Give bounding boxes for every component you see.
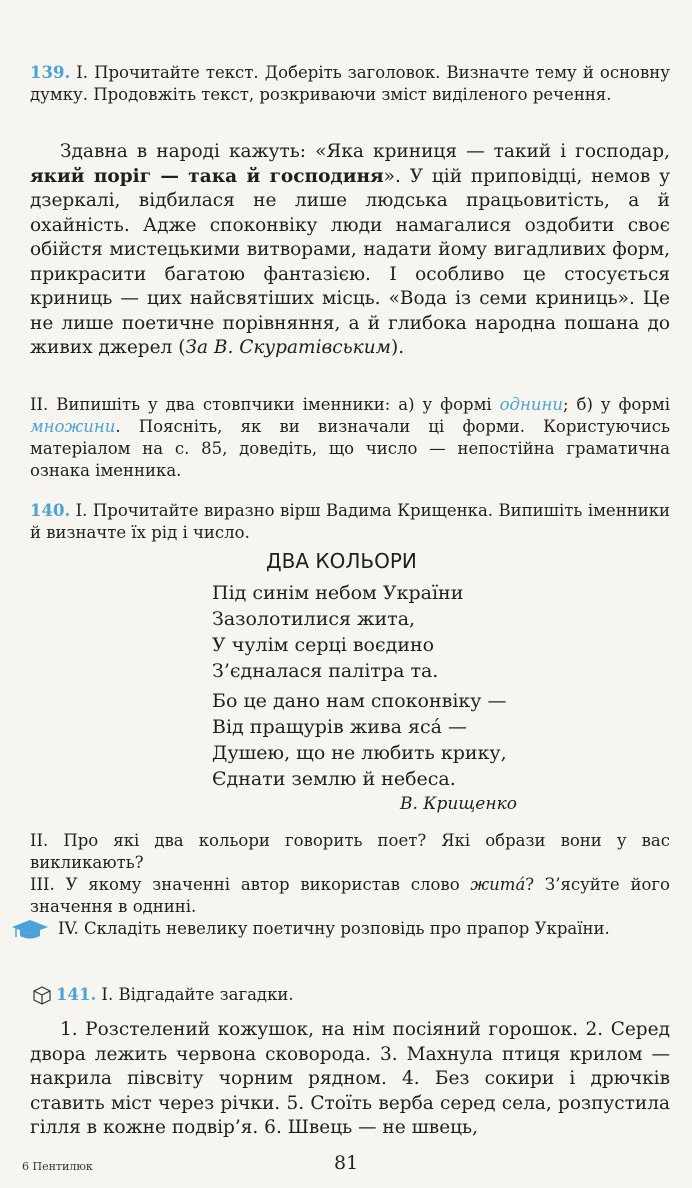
highlighted-sentence: який поріг — така й господиня [30,165,384,187]
exercise-139-text: Здавна в народі кажуть: «Яка криниця — такий і господар, який поріг — така й господиня». У цій приповідці, немов у дзеркалі, відбилася не лише людська працьовитість, а й охайність. Адже споконвіку люди намагалися оздобити своє обійстя мистецькими витворами, надати йому вигадливих форм, прикрасити багатою фантазією. І особливо це стосується криниць — цих найсвятіших місць. «Вода із семи криниць». Це не лише поетичне порівняння, а й глибока народна пошана до живих джерел (За В. Скуратівським). [30,141,670,358]
exercise-number: 141. [56,985,97,1004]
cube-icon [32,985,52,1005]
poem-title: ДВА КОЛЬОРИ [266,549,417,573]
poem-line: Зазолотилися жита, [212,608,416,630]
poem-line: Єднати землю й небеса. [212,768,456,790]
printer-signature: 6 Пентилюк [22,1160,93,1173]
exercise-number: 140. [30,501,71,520]
exercise-141-task-1: 141. І. Відгадайте загадки. [56,985,294,1004]
poem-line: Душею, що не любить крику, [212,742,507,764]
poem-author: В. Крищенко [400,794,517,814]
riddles-text: 1. Розстелений кожушок, на нім посіяний горошок. 2. Серед двора лежить червона сковорода. 3. Махнула птиця крилом — накрила півсвіту чорним рядном. 4. Без сокири і дрючків ставить міст через річки. 5. Стоїть верба серед села, розпустила гілля в кожне подвір’я. 6. Швець — не швець, [30,1019,670,1138]
exercise-140-task-1: 140. І. Прочитайте виразно вірш Вадима Крищенка. Випишіть іменники й визначте їх рід і число. [30,501,670,542]
text-source: За В. Скуратівським [185,337,391,358]
exercise-139-task-2: II. Випишіть у два стовпчики іменники: а) у формі однини; б) у формі множини. Поясніть, як ви визначали ці форми. Користуючись матеріалом на с. 85, доведіть, що число — непостійна граматична ознака іменника. [30,395,670,480]
poem-line: У чулім серці воєдино [212,634,435,656]
exercise-number: 139. [30,63,71,82]
exercise-140-task-3: III. У якому значенні автор використав слово жита́? З’ясуйте його значення в однині. [30,875,670,916]
exercise-140-task-2: II. Про які два кольори говорить поет? Які образи вони у вас викликають? [30,831,670,872]
poem-stanza-1 [212,580,612,684]
exercise-140-task-4: IV. Складіть невелику поетичну розповідь про прапор України. [58,919,610,938]
poem-line: Під синім небом України [212,582,464,604]
poem-line: Бо це дано нам споконвіку — [212,690,507,712]
poem-stanza-2 [212,688,612,792]
poem-line: Від пращурів жива яса́ — [212,716,467,738]
page-number: 81 [334,1152,359,1174]
poem-line: З’єдналася палітра та. [212,660,439,682]
exercise-139-task-1: 139. І. Прочитайте текст. Доберіть заголовок. Визначте тему й основну думку. Продовжіть текст, розкриваючи зміст виділеного речення. [30,63,670,104]
